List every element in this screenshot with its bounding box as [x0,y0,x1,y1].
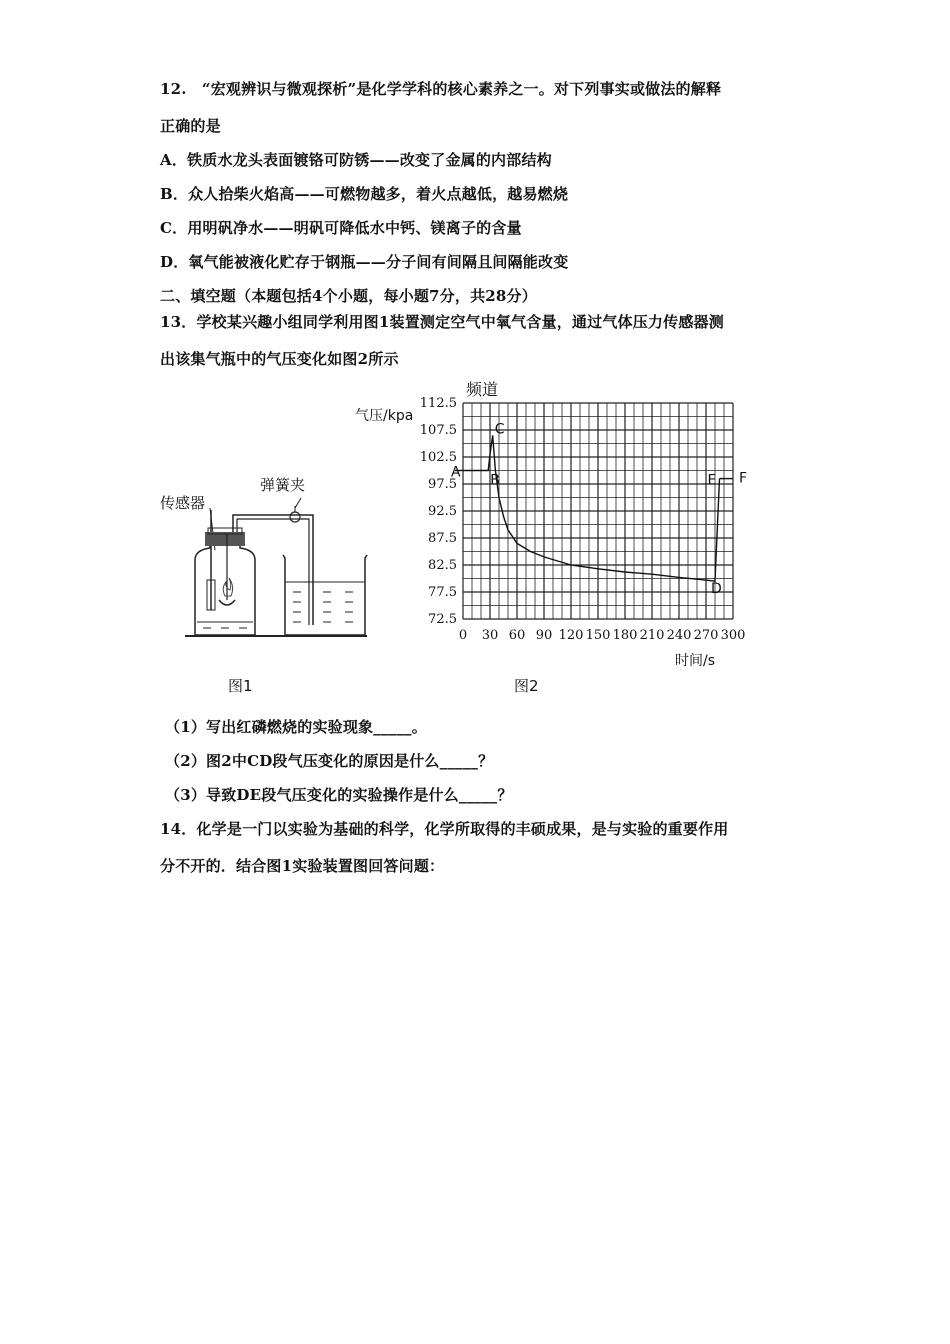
point-label-b: B [490,472,500,489]
q13-stem-line2: 出该集气瓶中的气压变化如图2所示 [160,350,399,368]
point-label-c: C [494,421,505,438]
q12-option-d: D．氧气能被液化贮存于钢瓶——分子间有间隔且间隔能改变 [160,253,569,271]
x-tick-label: 120 [558,628,584,643]
pressure-chart [350,375,770,675]
sensor-label: 传感器 [160,494,206,512]
x-tick-label: 300 [720,628,746,643]
q12-option-b: B．众人拾柴火焰高——可燃物越多，着火点越低，越易燃烧 [160,185,569,203]
y-tick-label: 72.5 [428,612,457,627]
y-tick-label: 97.5 [428,477,457,492]
connecting-tube [233,515,313,625]
figure-1-apparatus [155,470,375,650]
y-tick-label: 102.5 [419,450,457,465]
q13-part-1: （1）写出红磷燃烧的实验现象_____。 [165,718,427,736]
y-tick-label: 92.5 [428,504,457,519]
flame-icon [223,578,232,596]
gas-bottle [195,540,255,635]
q12-stem-line1: 12. “宏观辨识与微观探析”是化学学科的核心素养之一。对下列事实或做法的解释 [160,80,722,98]
q12-stem-line2: 正确的是 [160,117,221,135]
point-label-f: F [739,470,748,487]
figure-2-caption: 图2 [514,677,539,695]
q14-stem-line1: 14．化学是一门以实验为基础的科学，化学所取得的丰硕成果，是与实验的重要作用 [160,820,729,838]
point-label-d: D [711,581,722,598]
y-tick-label: 82.5 [428,558,457,573]
x-tick-label: 30 [481,628,499,643]
q13-part-3: （3）导致DE段气压变化的实验操作是什么_____？ [165,786,513,804]
figure-2-chart [350,375,770,675]
combustion-spoon [219,600,235,605]
x-tick-label: 270 [693,628,719,643]
section-heading: 二、填空题（本题包括4个小题，每小题7分，共28分） [160,287,537,305]
x-tick-label: 240 [666,628,692,643]
y-axis-label: 气压/kpa [355,408,414,424]
x-tick-label: 90 [535,628,553,643]
clip-pointer-line [295,498,301,508]
y-tick-label: 112.5 [419,396,457,411]
x-tick-label: 150 [585,628,611,643]
y-tick-label: 87.5 [428,531,457,546]
q12-option-c: C．用明矾净水——明矾可降低水中钙、镁离子的含量 [160,219,522,237]
x-tick-label: 180 [612,628,638,643]
point-label-a: A [451,464,461,481]
q13-stem-line1: 13．学校某兴趣小组同学利用图1装置测定空气中氧气含量，通过气体压力传感器测 [160,313,724,331]
q14-stem-line2: 分不开的．结合图1实验装置图回答问题： [160,857,445,875]
y-tick-label: 107.5 [419,423,457,438]
y-tick-label: 77.5 [428,585,457,600]
spring-clip-icon [290,512,300,522]
x-tick-label: 210 [639,628,665,643]
x-axis-label: 时间/s [675,653,716,669]
point-label-e: E [707,472,717,489]
x-tick-label: 0 [458,628,468,643]
spring-clip-label: 弹簧夹 [260,476,306,494]
figure-1-caption: 图1 [228,677,253,695]
q13-part-2: （2）图2中CD段气压变化的原因是什么_____？ [165,752,494,770]
q12-option-a: A．铁质水龙头表面镀铬可防锈——改变了金属的内部结构 [160,151,552,169]
x-tick-label: 60 [508,628,526,643]
chart-title: 频道 [466,380,499,399]
